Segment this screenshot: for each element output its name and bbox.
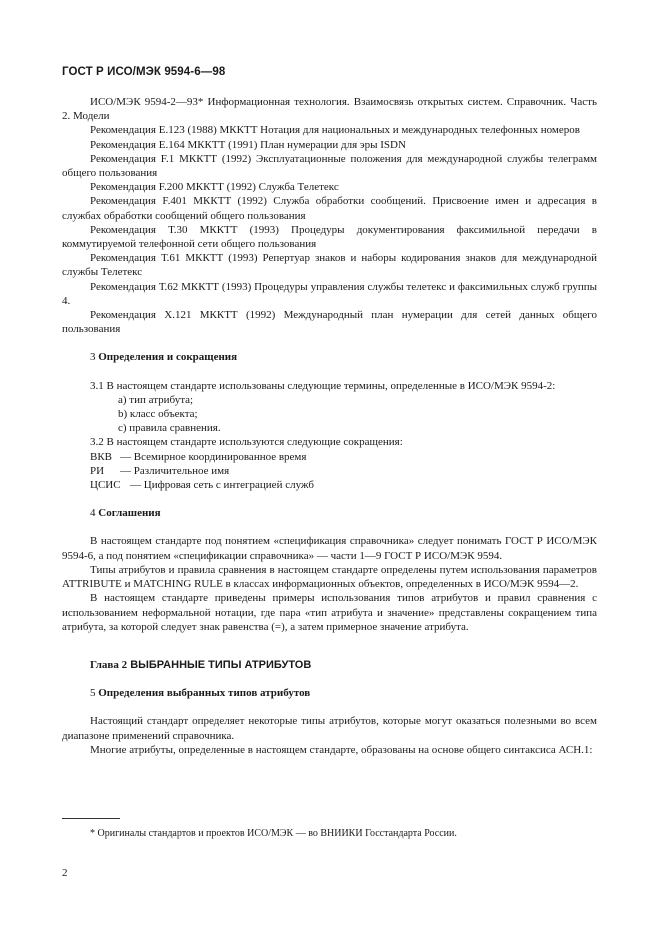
reference-item: Рекомендация Т.30 МККТТ (1993) Процедуры документирования факсимильной передачи в коммутируемой телефонной сети общего пользования bbox=[62, 223, 597, 251]
reference-item: Рекомендация F.200 МККТТ (1992) Служба Телетекс bbox=[90, 181, 339, 194]
reference-item: Рекомендация Т.61 МККТТ (1993) Репертуар знаков и наборы кодирования знаков для международной службы Телетекс bbox=[62, 252, 597, 279]
reference-item: Рекомендация F.401 МККТТ (1992) Служба обработки сообщений. Присвоение имен и адресация в службах обработки сообщений общего пользования bbox=[62, 195, 597, 222]
paragraph: В настоящем стандарте под понятием «спецификация справочника» следует понимать ГОСТ Р ИСО/МЭК 9594-6, а под понятием «спецификации справочника» — части 1—9 ГОСТ Р ИСО/МЭК 9594. bbox=[62, 535, 597, 562]
abbreviation-row bbox=[62, 478, 597, 492]
reference-item: Рекомендация Х.121 МККТТ (1992) Международный план нумерации для сетей данных общего пользования bbox=[62, 309, 597, 336]
section-number: 4 bbox=[90, 507, 96, 520]
references-list bbox=[62, 95, 597, 336]
reference-item: Рекомендация Е.164 МККТТ (1991) План нумерации для эры ISDN bbox=[90, 138, 406, 151]
chapter-title: ВЫБРАННЫЕ ТИПЫ АТРИБУТОВ bbox=[130, 658, 312, 671]
page-header: ГОСТ Р ИСО/МЭК 9594-6—98 bbox=[62, 66, 226, 78]
footnote: * Оригиналы стандартов и проектов ИСО/МЭК — во ВНИИКИ Госстандарта России. bbox=[90, 828, 457, 839]
chapter-prefix: Глава 2 bbox=[90, 658, 128, 671]
section-title: Определения выбранных типов атрибутов bbox=[98, 687, 311, 700]
chapter-heading bbox=[62, 658, 597, 672]
term-item: c) правила сравнения. bbox=[118, 422, 221, 435]
page-number: 2 bbox=[62, 867, 68, 879]
footnote-divider bbox=[62, 818, 120, 819]
term-item: a) тип атрибута; bbox=[118, 393, 194, 406]
abbreviation-term: ВКВ bbox=[90, 450, 113, 463]
paragraph: В настоящем стандарте приведены примеры использования типов атрибутов и правил сравнения с использованием неформальной нотации, где пара «тип атрибута и значение» представлены сокращением типа атрибута, за которой следует знак равенства (=), а затем примерное значение атрибута. bbox=[62, 592, 597, 633]
paragraph-3-1: 3.1 В настоящем стандарте использованы следующие термины, определенные в ИСО/МЭК 9594-2: bbox=[90, 379, 556, 392]
paragraph: Типы атрибутов и правила сравнения в настоящем стандарте определены путем использования параметров ATTRIBUTE и MATCHING RULE в классах информационных объектов, определенных в ИСО/МЭК 9594—2. bbox=[62, 563, 597, 591]
abbreviation-row bbox=[62, 450, 597, 464]
abbreviation-term: ЦСИС bbox=[90, 479, 121, 492]
paragraph: Многие атрибуты, определенные в настоящем стандарте, образованы на основе общего синтаксиса АСН.1: bbox=[90, 743, 593, 756]
reference-item: Рекомендация Е.123 (1988) МККТТ Нотация для национальных и международных телефонных номеров bbox=[90, 124, 580, 137]
page-content bbox=[62, 95, 597, 757]
paragraph-3-2: 3.2 В настоящем стандарте используются следующие сокращения: bbox=[90, 436, 403, 449]
reference-item: ИСО/МЭК 9594-2—93* Информационная технология. Взаимосвязь открытых систем. Справочник. Часть 2. Модели bbox=[62, 96, 597, 123]
reference-item: Рекомендация Т.62 МККТТ (1993) Процедуры управления службы телетекс и факсимильных служб группы 4. bbox=[62, 280, 597, 307]
section-title: Соглашения bbox=[98, 507, 161, 520]
abbreviation-definition: — Цифровая сеть с интеграцией служб bbox=[130, 479, 314, 492]
abbreviation-term: РИ bbox=[90, 464, 105, 477]
section-3-heading bbox=[62, 350, 597, 364]
section-title: Определения и сокращения bbox=[98, 351, 238, 364]
section-5-heading bbox=[62, 686, 597, 700]
section-4-heading bbox=[62, 506, 597, 520]
section-number: 3 bbox=[90, 351, 96, 364]
abbreviation-definition: — Различительное имя bbox=[120, 464, 230, 477]
section-number: 5 bbox=[90, 687, 96, 700]
reference-item: Рекомендация F.1 МККТТ (1992) Эксплуатационные положения для международной службы телеграмм общего пользования bbox=[62, 152, 597, 180]
paragraph: Настоящий стандарт определяет некоторые типы атрибутов, которые могут оказаться полезными во всем диапазоне применений справочника. bbox=[62, 715, 597, 742]
term-item: b) класс объекта; bbox=[118, 408, 198, 421]
abbreviation-row bbox=[62, 464, 597, 478]
abbreviation-definition: — Всемирное координированное время bbox=[120, 450, 307, 463]
